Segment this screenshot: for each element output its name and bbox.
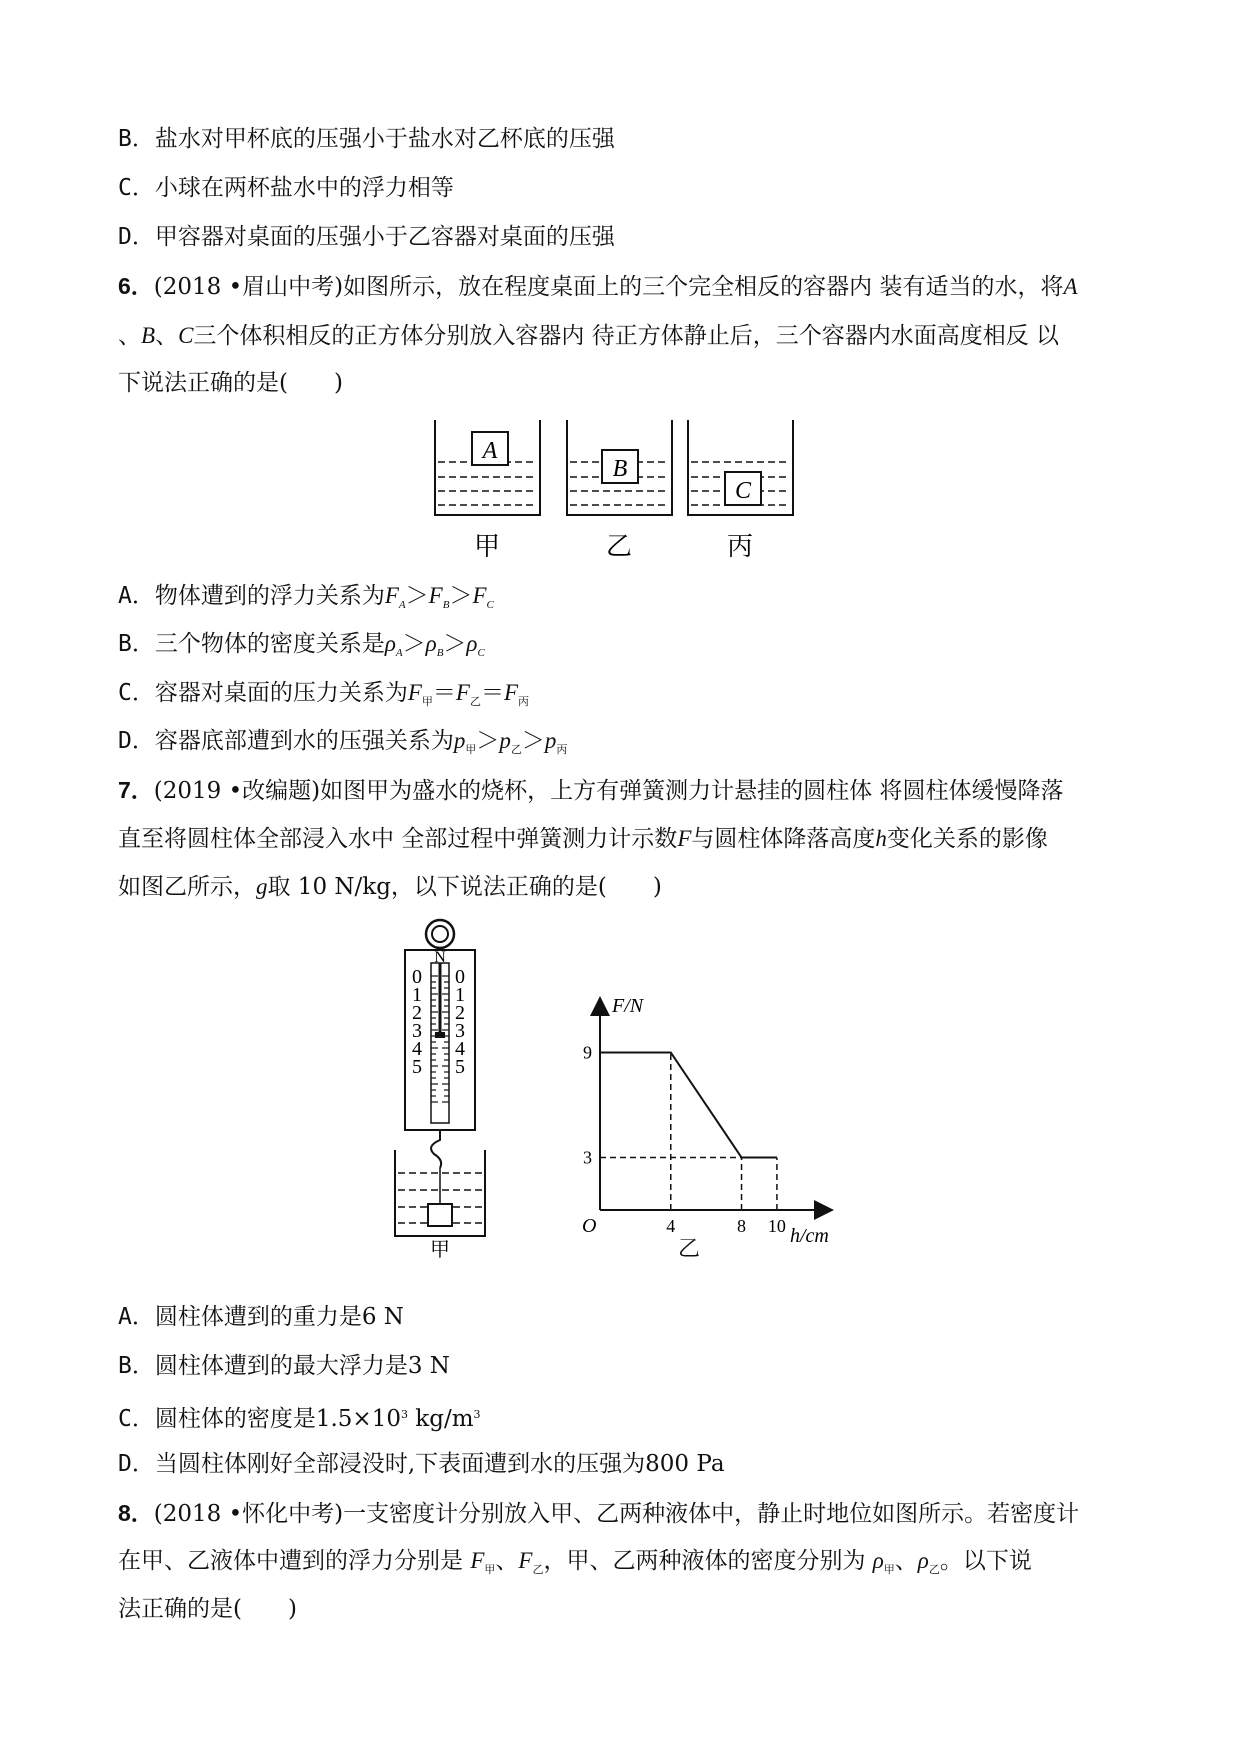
scale-tick-left: 3 <box>412 1020 422 1042</box>
scale-pointer <box>435 1032 445 1038</box>
caption-jia: 甲 <box>473 532 501 561</box>
scale-tick-left: 2 <box>412 1002 422 1024</box>
stem-text: 一支密度计分别放入甲、乙两种液体中，静止时地位如图所示。若密度计 <box>343 1501 1080 1527</box>
option-letter: D． <box>118 728 155 754</box>
var-f: F <box>677 826 692 851</box>
option-q5-b <box>118 124 615 154</box>
subscript: 甲 <box>465 743 477 756</box>
option-q7-b <box>118 1351 450 1381</box>
relation: ＞ <box>405 583 429 609</box>
option-text: 小球在两杯盐水中的浮力相等 <box>154 175 454 201</box>
option-letter: A． <box>118 583 155 609</box>
force-height-chart <box>570 990 840 1260</box>
var-a: A <box>1063 274 1078 299</box>
stem-text: 如图甲为盛水的烧杯，上方有弹簧测力计悬挂的圆柱体 将圆柱体缓慢降落 <box>320 778 1064 804</box>
punct: 、 <box>894 1548 918 1574</box>
option-letter: C． <box>118 175 155 201</box>
block-label-a: A <box>482 438 498 464</box>
caption-yi: 乙 <box>678 1237 701 1262</box>
subscript: A <box>398 599 406 611</box>
stem-text: 三个体积相反的正方体分别放入容器内 待正方体静止后，三个容器内水面高度相反 以 <box>193 323 1060 349</box>
scale-tick-left: 4 <box>412 1038 422 1060</box>
option-q6-d <box>118 726 567 765</box>
question-number: 7． <box>118 777 154 803</box>
var-rho: ρ <box>425 631 437 656</box>
x-axis-label: h/cm <box>790 1225 829 1247</box>
question-source: (2019 •改编题) <box>153 778 321 804</box>
scale-tick-right: 1 <box>455 984 465 1006</box>
stem-text: 法正确的是( ) <box>118 1596 297 1622</box>
var-c: C <box>178 323 194 348</box>
option-q5-d <box>118 222 615 252</box>
var-p: p <box>499 728 511 753</box>
var-rho: ρ <box>384 631 396 656</box>
containers-diagram <box>430 420 810 565</box>
stem-text: 如图所示，放在程度桌面上的三个完全相反的容器内 装有适当的水，将 <box>343 274 1064 300</box>
q8-stem-line2 <box>118 1546 1032 1585</box>
punct: 、 <box>118 323 141 349</box>
q7-figure-yi <box>570 990 840 1266</box>
relation: ＞ <box>476 728 500 754</box>
cylinder <box>428 1204 452 1226</box>
subscript: C <box>477 647 485 659</box>
var-f: F <box>470 1548 485 1573</box>
punct: 、 <box>155 323 179 349</box>
relation: ＞ <box>521 728 545 754</box>
series-line <box>600 1053 777 1158</box>
q7-stem-line2 <box>118 824 1048 854</box>
option-text: 当圆柱体刚好全部浸没时,下表面遭到水的压强为800 Pa <box>154 1451 725 1477</box>
q8-stem-line3 <box>118 1594 297 1624</box>
subscript: B <box>436 647 444 659</box>
var-g: g <box>256 874 268 899</box>
superscript: 3 <box>400 1408 408 1421</box>
superscript: 3 <box>473 1408 481 1421</box>
scale-tick-left: 0 <box>412 966 422 988</box>
stem-text: 如图乙所示， <box>118 874 256 900</box>
relation: ＞ <box>443 631 467 657</box>
q6-stem-line3 <box>118 368 343 398</box>
stem-text: 在甲、乙液体中遭到的浮力分别是 <box>118 1548 471 1574</box>
option-letter: C． <box>118 680 155 706</box>
option-q6-c <box>118 678 529 717</box>
stem-text: 。以下说 <box>939 1548 1032 1574</box>
block-label-b: B <box>612 456 628 482</box>
var-p: p <box>453 728 466 753</box>
subscript: 乙 <box>532 1563 544 1576</box>
subscript: 乙 <box>469 695 481 708</box>
option-q5-c <box>118 173 454 203</box>
q6-figure <box>430 420 810 571</box>
punct: 、 <box>495 1548 519 1574</box>
option-letter: B． <box>118 631 155 657</box>
option-q6-b <box>118 629 485 668</box>
option-text: 甲容器对桌面的压强小于乙容器对桌面的压强 <box>154 224 615 250</box>
caption-bing: 丙 <box>726 532 754 561</box>
option-text: 圆柱体遭到的最大浮力是3 N <box>154 1353 450 1379</box>
stem-text: ，甲、乙两种液体的密度分别为 <box>543 1548 873 1574</box>
block-label-c: C <box>734 478 752 504</box>
x-tick-label: 4 <box>666 1216 676 1236</box>
caption-jia: 甲 <box>430 1239 450 1258</box>
var-f: F <box>518 1548 533 1573</box>
scale-tick-left: 1 <box>412 984 422 1006</box>
scale-tick-right: 2 <box>455 1002 465 1024</box>
y-tick-label: 3 <box>583 1147 592 1168</box>
subscript: 丙 <box>556 743 568 756</box>
scale-tick-right: 5 <box>455 1056 465 1078</box>
q7-figure-jia <box>390 918 505 1264</box>
q7-stem-line3 <box>118 872 662 902</box>
subscript: 乙 <box>928 1563 940 1576</box>
q6-stem-line1 <box>118 271 1078 302</box>
y-axis-label: F/N <box>612 995 644 1017</box>
stem-text: 取 10 N/kg，以下说法正确的是( ) <box>267 874 662 900</box>
var-f: F <box>455 680 470 705</box>
subscript: B <box>442 599 450 611</box>
caption-yi: 乙 <box>605 532 633 561</box>
option-q7-c <box>118 1400 481 1434</box>
relation: ＝ <box>480 680 504 706</box>
question-number: 6． <box>118 273 154 299</box>
scale-tick-right: 3 <box>455 1020 465 1042</box>
option-letter: D． <box>118 224 155 250</box>
option-text: 容器对桌面的压力关系为 <box>154 680 408 706</box>
option-text: 圆柱体遭到的重力是6 N <box>154 1304 404 1330</box>
subscript: 甲 <box>883 1563 895 1576</box>
option-text: 物体遭到的浮力关系为 <box>154 583 385 609</box>
var-rho: ρ <box>872 1548 884 1573</box>
spring-scale-diagram <box>390 918 505 1258</box>
subscript: 丙 <box>518 695 530 708</box>
origin-label: O <box>582 1215 597 1237</box>
var-f: F <box>384 583 399 608</box>
question-number: 8． <box>118 1500 154 1526</box>
q6-stem-line2 <box>118 321 1059 351</box>
relation: ＞ <box>449 583 473 609</box>
option-text: 圆柱体的密度是1.5×10 <box>154 1406 401 1432</box>
stem-text: 变化关系的影像 <box>886 826 1048 852</box>
option-text: 容器底部遭到水的压强关系为 <box>154 728 454 754</box>
var-f: F <box>428 583 443 608</box>
option-letter: A． <box>118 1304 155 1330</box>
y-tick-label: 9 <box>583 1042 592 1063</box>
relation: ＞ <box>402 631 426 657</box>
option-letter: B． <box>118 1353 155 1379</box>
var-rho: ρ <box>917 1548 929 1573</box>
var-f: F <box>407 680 422 705</box>
var-b: B <box>141 323 156 348</box>
question-source: (2018 •怀化中考) <box>153 1501 344 1527</box>
option-letter: B． <box>118 126 155 152</box>
stem-text: 与圆柱体降落高度 <box>691 826 876 852</box>
question-source: (2018 •眉山中考) <box>153 274 344 300</box>
scale-tick-left: 5 <box>412 1056 422 1078</box>
option-letter: C． <box>118 1406 155 1432</box>
subscript: C <box>486 599 494 611</box>
stem-text: 下说法正确的是( ) <box>118 370 343 396</box>
var-f: F <box>503 680 519 705</box>
option-q7-d <box>118 1449 725 1479</box>
subscript: 甲 <box>421 695 433 708</box>
var-rho: ρ <box>466 631 478 656</box>
scale-unit-label: N <box>434 949 446 966</box>
subscript: A <box>395 647 403 659</box>
relation: ＝ <box>432 680 456 706</box>
option-text: 盐水对甲杯底的压强小于盐水对乙杯底的压强 <box>154 126 615 152</box>
q7-stem-line1 <box>118 775 1063 806</box>
var-h: h <box>875 826 887 851</box>
scale-tick-right: 4 <box>455 1038 465 1060</box>
option-q7-a <box>118 1302 404 1332</box>
subscript: 乙 <box>510 743 522 756</box>
subscript: 甲 <box>484 1563 496 1576</box>
scale-tick-right: 0 <box>455 966 465 988</box>
x-tick-label: 8 <box>737 1216 747 1236</box>
option-text: 三个物体的密度关系是 <box>154 631 385 657</box>
x-tick-label: 10 <box>767 1216 786 1236</box>
option-q6-a <box>118 581 494 620</box>
q8-stem-line1 <box>118 1498 1079 1529</box>
option-text: kg/m <box>407 1406 474 1432</box>
var-p: p <box>544 728 557 753</box>
option-letter: D． <box>118 1451 155 1477</box>
stem-text: 直至将圆柱体全部浸入水中 全部过程中弹簧测力计示数 <box>118 826 678 852</box>
var-f: F <box>472 583 487 608</box>
